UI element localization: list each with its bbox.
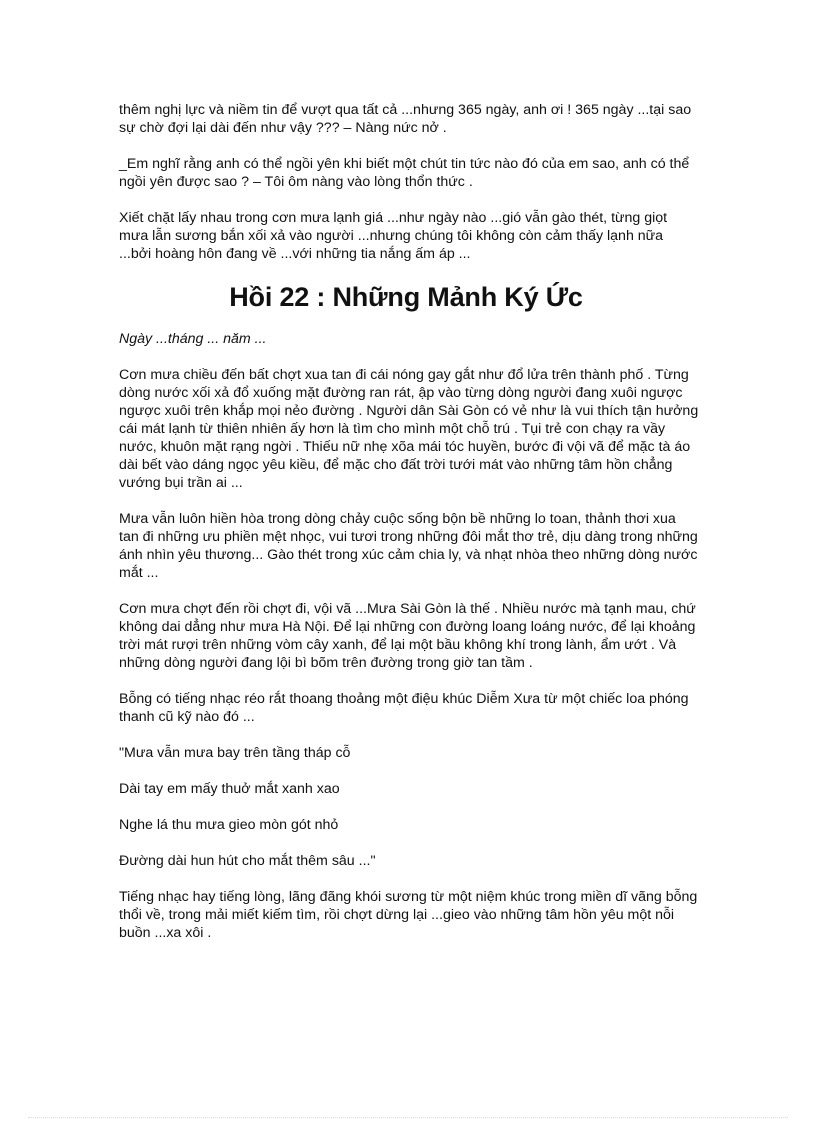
chapter-title: Hồi 22 : Những Mảnh Ký Ức xyxy=(229,282,583,312)
lyric-line: Đường dài hun hút cho mắt thêm sâu ..." xyxy=(119,853,376,869)
paragraph: Tiếng nhạc hay tiếng lòng, lãng đãng khói sương từ một niệm khúc trong miền dĩ vãng bỗng thổi về, trong mải miết kiếm tìm, rồi chợt dừng lại ...gieo vào những tâm hồn yêu một nỗi buồn ...xa xôi . xyxy=(119,889,698,941)
lyric-line: Dài tay em mấy thuở mắt xanh xao xyxy=(119,781,340,797)
paragraph: Bỗng có tiếng nhạc réo rắt thoang thoảng một điệu khúc Diễm Xưa từ một chiếc loa phóng thanh cũ kỹ nào đó ... xyxy=(119,691,689,725)
paragraph: Mưa vẫn luôn hiền hòa trong dòng chảy cuộc sống bộn bề những lo toan, thảnh thơi xua tan đi những ưu phiền mệt nhọc, vui tươi trong những đôi mắt thơ trẻ, dịu dàng trong những ánh nhìn yêu thương... Gào thét trong xúc cảm chia ly, và nhạt nhòa theo những dòng nước mắt ... xyxy=(119,511,698,581)
paragraph: Cơn mưa chợt đến rồi chợt đi, vội vã ...Mưa Sài Gòn là thế . Nhiều nước mà tạnh mau, chứ không dai dẳng như mưa Hà Nội. Để lại những con đường loang loáng nước, để lại khoảng trời mát rượi trên những vòm cây xanh, để lại một bầu không khí trong lành, ẩm ướt . Và những dòng người đang lội bì bõm trên đường trong giờ tan tầm . xyxy=(119,601,696,671)
paragraph: Xiết chặt lấy nhau trong cơn mưa lạnh giá ...như ngày nào ...gió vẫn gào thét, từng giọt mưa lẫn sương bắn xối xả vào người ...nhưng chúng tôi không còn cảm thấy lạnh nữa ...bởi hoàng hôn đang về ...với những tia nắng ấm áp ... xyxy=(119,210,668,262)
page-bottom-divider xyxy=(28,1117,788,1118)
paragraph: thêm nghị lực và niềm tin để vượt qua tất cả ...nhưng 365 ngày, anh ơi ! 365 ngày ...tại sao sự chờ đợi lại dài đến như vậy ??? – Nàng nức nở . xyxy=(119,102,692,136)
lyric-line: "Mưa vẫn mưa bay trên tầng tháp cỗ xyxy=(119,745,351,761)
paragraph: Cơn mưa chiều đến bất chợt xua tan đi cái nóng gay gắt như đổ lửa trên thành phố . Từng dòng nước xối xả đổ xuống mặt đường ran rát, ập vào từng dòng người đang xuôi ngược ngược xuôi trên khắp mọi nẻo đường . Người dân Sài Gòn có vẻ như là vui thích tận hưởng cái mát lạnh từ thiên nhiên ấy hơn là tìm cho mình một chỗ trú . Tụi trẻ con chạy ra vầy nước, khuôn mặt rạng ngời . Thiếu nữ nhẹ xõa mái tóc huyền, bước đi vội vã để mặc tà áo dài bết vào dáng ngọc yêu kiều, để mặc cho đất trời tưới mát vào những tâm hồn chẳng vướng bụi trần ai ... xyxy=(119,367,699,491)
paragraph: _Em nghĩ rằng anh có thể ngồi yên khi biết một chút tin tức nào đó của em sao, anh có thể ngồi yên được sao ? – Tôi ôm nàng vào lòng thổn thức . xyxy=(119,156,690,190)
document-body xyxy=(119,101,699,960)
lyric-line: Nghe lá thu mưa gieo mòn gót nhỏ xyxy=(119,817,339,833)
date-line: Ngày ...tháng ... năm ... xyxy=(119,331,267,347)
